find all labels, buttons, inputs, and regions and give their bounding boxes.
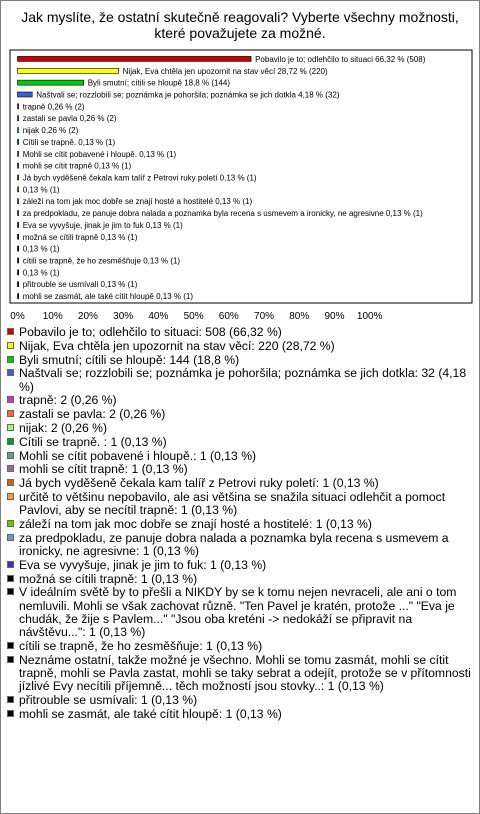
legend-item	[7, 354, 473, 367]
legend-label: Byli smutní; cítili se hloupě: 144 (18,8 %)	[19, 352, 240, 367]
legend-item	[7, 477, 473, 490]
legend-swatch	[7, 561, 14, 568]
legend-label: nijak: 2 (0,26 %)	[19, 420, 108, 435]
legend-swatch	[7, 424, 14, 431]
bar-label: Byli smutní; cítili se hloupě 18,8 % (144)	[87, 78, 231, 88]
bar	[18, 151, 19, 156]
legend-label: za predpokladu, ze panuje dobra nalada a poznamka byla recena s usmevem a ironicky, ne agresivne: 1 (0,13 %)	[19, 530, 449, 558]
bar	[18, 187, 19, 192]
bar-label: Naštvali se; rozzlobili se; poznámka je pohoršila; poznámka se jich dotkla 4,18 % (32)	[36, 90, 340, 100]
x-tick-label: 30%	[113, 311, 134, 322]
x-tick-label: 60%	[218, 311, 239, 322]
legend-item	[7, 573, 473, 586]
bar	[18, 175, 19, 180]
legend-label: záleží na tom jak moc dobře se znají hosté a hostitelé: 1 (0,13 %)	[19, 516, 372, 531]
bar	[18, 270, 19, 275]
legend-label: Já bych vyděšeně čekala kam talíř z Petrovi ruky poletí: 1 (0,13 %)	[19, 476, 379, 491]
legend-label: Cítili se trapně. : 1 (0,13 %)	[19, 434, 167, 449]
bar-label: Eva se vyvyšuje, jinak je jim to fuk 0,13 % (1)	[22, 220, 183, 230]
legend-item	[7, 532, 473, 558]
legend-label: mohli se cítit trapně: 1 (0,13 %)	[19, 462, 188, 477]
bar	[18, 211, 19, 216]
legend-item	[7, 436, 473, 449]
bar	[18, 246, 19, 251]
legend-swatch	[7, 369, 14, 376]
legend-swatch	[7, 396, 14, 403]
x-tick-label: 10%	[42, 311, 63, 322]
legend-item	[7, 326, 473, 339]
bar	[18, 222, 19, 227]
legend-label: Neznáme ostatní, takže možné je všechno. Mohli se tomu zasmát, mohli se cítit trapně, mohli se Pavla zastat, mohli se taky sebrat a odejít, protože se v přítomnosti jízlivé Evy necítili příjemně... těch možností jsou stovky..: 1 (0,13 %)	[19, 652, 471, 693]
legend-label: V ideálním světě by to přešli a NIKDY by se k tomu nejen nevraceli, ale ani o tom nemluvili. Mohli se však zachovat různě. "Ten Pavel je kratén, protože ..." "Eva je chudák, že žije s Pavlem..." "Jsou oba kreténi -> nedokáží se připravit na návštěvu...": 1 (0,13 %)	[19, 585, 457, 639]
legend-item	[7, 640, 473, 653]
legend-label: určitě to většinu nepobavilo, ale asi většina se snažila situaci odlehčit a pomoct Pavlovi, aby se necítil trapně: 1 (0,13 %)	[19, 489, 446, 518]
x-tick-label: 50%	[183, 311, 204, 322]
legend-label: Mohli se cítit pobavené i hloupě.: 1 (0,13 %)	[19, 448, 257, 463]
legend-label: cítili se trapně, že ho zesměšňuje: 1 (0,13 %)	[19, 638, 263, 653]
bar-label: mohli se zasmát, ale také cítit hloupě 0,13 % (1)	[22, 292, 194, 302]
bar	[18, 68, 119, 73]
bar-label: nijak 0,26 % (2)	[22, 126, 79, 136]
legend-swatch	[7, 410, 14, 417]
legend-swatch	[7, 328, 14, 335]
legend-swatch	[7, 465, 14, 472]
legend-swatch	[7, 493, 14, 500]
bar	[18, 116, 19, 121]
legend-swatch	[7, 696, 14, 703]
legend-swatch	[7, 575, 14, 582]
legend-swatch	[7, 710, 14, 717]
bar-label: mohli se cítit trapně 0,13 % (1)	[22, 161, 132, 171]
legend-item	[7, 408, 473, 421]
legend-label: zastali se pavla: 2 (0,26 %)	[19, 407, 166, 422]
legend-swatch	[7, 479, 14, 486]
bar-label: zastali se pavla 0,26 % (2)	[22, 114, 117, 124]
bar-label: Já bych vyděšeně čekala kam talíř z Petrovi ruky poletí 0,13 % (1)	[22, 173, 257, 183]
bar-label: cítili se trapně, že ho zesměšňuje 0,13 % (1)	[22, 256, 181, 266]
legend-item	[7, 518, 473, 531]
legend-swatch	[7, 642, 14, 649]
legend-label: Pobavilo je to; odlehčilo to situaci: 508 (66,32 %)	[19, 325, 282, 339]
bar-label: možná se cítili trapně 0,13 % (1)	[22, 232, 138, 242]
legend-item	[7, 559, 473, 572]
legend-label: trapně: 2 (0,26 %)	[19, 393, 117, 408]
bar-label: záleží na tom jak moc dobře se znají hosté a hostitelé 0,13 % (1)	[22, 197, 253, 207]
legend-item	[7, 694, 473, 707]
legend-label: možná se cítili trapně: 1 (0,13 %)	[19, 571, 198, 586]
legend-label: Nijak, Eva chtěla jen upozornit na stav věcí: 220 (28,72 %)	[19, 338, 335, 353]
legend-item	[7, 586, 473, 639]
x-tick-label: 90%	[324, 311, 345, 322]
legend-item	[7, 450, 473, 463]
bar	[18, 92, 33, 97]
chart-legend	[7, 326, 473, 721]
bar	[18, 234, 19, 239]
x-tick-label: 70%	[254, 311, 275, 322]
legend-item	[7, 340, 473, 353]
bar	[18, 104, 19, 109]
bar-chart	[0, 0, 480, 326]
bar-label: Nijak, Eva chtěla jen upozornit na stav věcí 28,72 % (220)	[122, 66, 328, 76]
legend-label: přitrouble se usmívali: 1 (0,13 %)	[19, 692, 198, 707]
legend-swatch	[7, 438, 14, 445]
bar	[18, 258, 19, 263]
legend-swatch	[7, 452, 14, 459]
legend-item	[7, 491, 473, 517]
legend-item	[7, 463, 473, 476]
legend-item	[7, 367, 473, 393]
bar	[18, 56, 252, 61]
legend-item	[7, 422, 473, 435]
legend-label: Naštvali se; rozzlobili se; poznámka je pohoršila; poznámka se jich dotkla: 32 (4,18 %)	[19, 366, 467, 394]
bar	[18, 199, 19, 204]
bar	[18, 139, 19, 144]
legend-item	[7, 708, 473, 721]
bar	[18, 294, 19, 299]
chart-title: Jak myslíte, že ostatní skutečně reagovali? Vyberte všechny možnosti, které považujete za možné.	[21, 9, 459, 41]
legend-swatch	[7, 656, 14, 663]
bar	[18, 282, 19, 287]
bar-label: přitrouble se usmívali 0,13 % (1)	[22, 280, 138, 290]
x-tick-label: 40%	[148, 311, 169, 322]
bar-label: 0,13 % (1)	[22, 244, 60, 254]
bar-label: 0,13 % (1)	[22, 185, 60, 195]
bar-label: 0,13 % (1)	[22, 268, 60, 278]
bar-label: Mohli se cítit pobavené i hloupě. 0,13 % (1)	[22, 149, 177, 159]
bar	[18, 163, 19, 168]
x-tick-label: 0%	[10, 311, 25, 322]
legend-item	[7, 654, 473, 694]
legend-swatch	[7, 356, 14, 363]
legend-swatch	[7, 534, 14, 541]
bar-label: Cítili se trapně. 0,13 % (1)	[22, 137, 116, 147]
legend-swatch	[7, 342, 14, 349]
bar-label: trapně 0,26 % (2)	[22, 102, 85, 112]
x-tick-label: 80%	[289, 311, 310, 322]
bar	[18, 80, 84, 85]
x-tick-label: 100%	[356, 311, 383, 322]
bar	[18, 128, 19, 133]
x-tick-label: 20%	[77, 311, 98, 322]
legend-swatch	[7, 588, 14, 595]
bar-label: za predpokladu, ze panuje dobra nalada a poznamka byla recena s usmevem a ironicky, ne agresivne 0,13 % (1)	[22, 209, 423, 219]
legend-item	[7, 394, 473, 407]
legend-swatch	[7, 520, 14, 527]
bar-label: Pobavilo je to; odlehčilo to situaci 66,32 % (508)	[255, 54, 426, 64]
legend-label: mohli se zasmát, ale také cítit hloupě: 1 (0,13 %)	[19, 706, 282, 721]
legend-label: Eva se vyvyšuje, jinak je jim to fuk: 1 (0,13 %)	[19, 557, 267, 572]
